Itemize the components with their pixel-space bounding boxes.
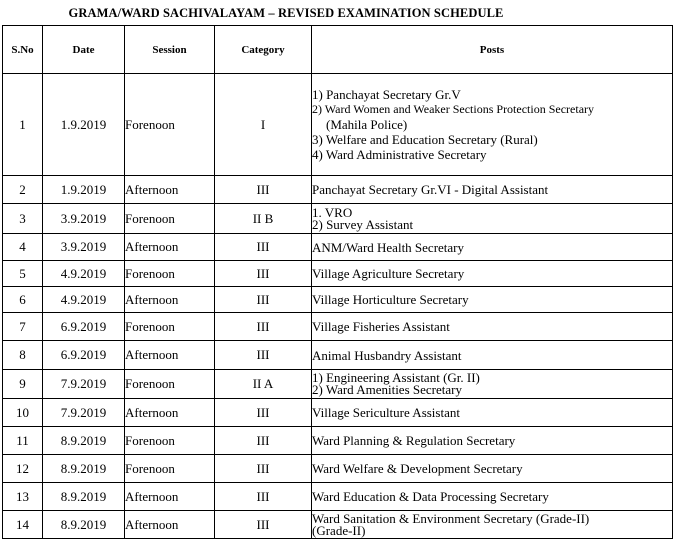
post-line: 2) Ward Women and Weaker Sections Protection Secretary bbox=[312, 102, 595, 116]
row-sno: 13 bbox=[3, 483, 43, 511]
row-session: Afternoon bbox=[125, 287, 215, 313]
post-line: Ward Welfare & Development Secretary bbox=[312, 461, 523, 476]
row-session: Afternoon bbox=[125, 483, 215, 511]
row-date: 1.9.2019 bbox=[43, 176, 125, 204]
table-row bbox=[3, 204, 673, 234]
row-sno: 1 bbox=[3, 74, 43, 176]
row-category: III bbox=[215, 399, 312, 427]
table-row bbox=[3, 341, 673, 370]
header-date: Date bbox=[43, 26, 125, 74]
row-sno: 8 bbox=[3, 341, 43, 370]
table-header-row bbox=[3, 26, 673, 74]
header-sno: S.No bbox=[3, 26, 43, 74]
row-posts bbox=[312, 261, 673, 287]
post-line: 2) Survey Assistant bbox=[312, 216, 414, 232]
row-date: 3.9.2019 bbox=[43, 204, 125, 234]
post-line: (Mahila Police) bbox=[326, 117, 408, 132]
row-session: Forenoon bbox=[125, 370, 215, 399]
row-category: III bbox=[215, 313, 312, 341]
row-sno: 6 bbox=[3, 287, 43, 313]
row-posts bbox=[312, 287, 673, 313]
row-session: Forenoon bbox=[125, 313, 215, 341]
row-category: II A bbox=[215, 370, 312, 399]
row-session: Forenoon bbox=[125, 74, 215, 176]
table-body bbox=[3, 74, 673, 539]
table-row bbox=[3, 234, 673, 261]
row-session: Forenoon bbox=[125, 204, 215, 234]
row-posts bbox=[312, 427, 673, 455]
row-category: III bbox=[215, 287, 312, 313]
row-posts bbox=[312, 455, 673, 483]
row-posts bbox=[312, 483, 673, 511]
post-line: Ward Sanitation & Environment Secretary (Grade-II) bbox=[312, 510, 590, 526]
post-line: ANM/Ward Health Secretary bbox=[312, 239, 465, 255]
table-row bbox=[3, 370, 673, 399]
table-row bbox=[3, 427, 673, 455]
row-date: 6.9.2019 bbox=[43, 313, 125, 341]
row-sno: 7 bbox=[3, 313, 43, 341]
row-posts bbox=[312, 370, 673, 399]
table-row bbox=[3, 455, 673, 483]
exam-schedule-table bbox=[2, 25, 673, 539]
row-category: III bbox=[215, 341, 312, 370]
row-sno: 9 bbox=[3, 370, 43, 399]
row-sno: 5 bbox=[3, 261, 43, 287]
row-date: 6.9.2019 bbox=[43, 341, 125, 370]
table-row bbox=[3, 483, 673, 511]
row-date: 8.9.2019 bbox=[43, 427, 125, 455]
row-category: III bbox=[215, 511, 312, 539]
row-sno: 10 bbox=[3, 399, 43, 427]
post-line: Village Sericulture Assistant bbox=[312, 405, 460, 420]
row-sno: 3 bbox=[3, 204, 43, 234]
row-category: III bbox=[215, 455, 312, 483]
row-session: Afternoon bbox=[125, 341, 215, 370]
row-category: I bbox=[215, 74, 312, 176]
post-line: 4) Ward Administrative Secretary bbox=[312, 147, 487, 162]
row-category: III bbox=[215, 261, 312, 287]
row-posts bbox=[312, 176, 673, 204]
row-date: 4.9.2019 bbox=[43, 287, 125, 313]
row-posts bbox=[312, 204, 673, 234]
row-session: Forenoon bbox=[125, 455, 215, 483]
row-sno: 4 bbox=[3, 234, 43, 261]
page-title: GRAMA/WARD SACHIVALAYAM – REVISED EXAMINATION SCHEDULE bbox=[68, 6, 504, 20]
row-session: Afternoon bbox=[125, 511, 215, 539]
post-line: 1. VRO bbox=[312, 204, 353, 220]
row-category: III bbox=[215, 176, 312, 204]
row-session: Afternoon bbox=[125, 234, 215, 261]
post-line: 1) Panchayat Secretary Gr.V bbox=[312, 87, 461, 102]
post-line: 1) Engineering Assistant (Gr. II) bbox=[312, 370, 480, 385]
row-date: 3.9.2019 bbox=[43, 234, 125, 261]
row-category: III bbox=[215, 234, 312, 261]
row-date: 1.9.2019 bbox=[43, 74, 125, 176]
table-row bbox=[3, 261, 673, 287]
post-line: (Grade-II) bbox=[312, 522, 366, 538]
table-row bbox=[3, 313, 673, 341]
row-sno: 11 bbox=[3, 427, 43, 455]
table-row bbox=[3, 287, 673, 313]
row-session: Forenoon bbox=[125, 427, 215, 455]
row-date: 8.9.2019 bbox=[43, 455, 125, 483]
row-session: Afternoon bbox=[125, 399, 215, 427]
row-sno: 12 bbox=[3, 455, 43, 483]
post-line: Ward Planning & Regulation Secretary bbox=[312, 433, 516, 448]
post-line: 3) Welfare and Education Secretary (Rural) bbox=[312, 132, 538, 147]
row-session: Afternoon bbox=[125, 176, 215, 204]
row-session: Forenoon bbox=[125, 261, 215, 287]
row-date: 7.9.2019 bbox=[43, 370, 125, 399]
header-posts: Posts bbox=[312, 26, 673, 74]
table-row bbox=[3, 399, 673, 427]
row-posts bbox=[312, 313, 673, 341]
table-row bbox=[3, 74, 673, 176]
row-posts bbox=[312, 341, 673, 370]
post-line: Village Fisheries Assistant bbox=[312, 319, 450, 334]
row-date: 8.9.2019 bbox=[43, 483, 125, 511]
row-posts bbox=[312, 234, 673, 261]
row-posts bbox=[312, 74, 673, 176]
header-category: Category bbox=[215, 26, 312, 74]
row-posts bbox=[312, 399, 673, 427]
row-date: 7.9.2019 bbox=[43, 399, 125, 427]
row-sno: 14 bbox=[3, 511, 43, 539]
post-line: Panchayat Secretary Gr.VI - Digital Assistant bbox=[312, 182, 549, 197]
row-category: III bbox=[215, 427, 312, 455]
row-posts bbox=[312, 511, 673, 539]
row-category: III bbox=[215, 483, 312, 511]
row-date: 4.9.2019 bbox=[43, 261, 125, 287]
post-line: Village Horticulture Secretary bbox=[312, 292, 469, 307]
row-sno: 2 bbox=[3, 176, 43, 204]
table-row bbox=[3, 176, 673, 204]
table-row bbox=[3, 511, 673, 539]
post-line: 2) Ward Amenities Secretary bbox=[312, 382, 462, 397]
row-category: II B bbox=[215, 204, 312, 234]
header-session: Session bbox=[125, 26, 215, 74]
post-line: Ward Education & Data Processing Secretary bbox=[312, 489, 549, 504]
post-line: Village Agriculture Secretary bbox=[312, 266, 465, 281]
row-date: 8.9.2019 bbox=[43, 511, 125, 539]
post-line: Animal Husbandry Assistant bbox=[312, 347, 462, 363]
